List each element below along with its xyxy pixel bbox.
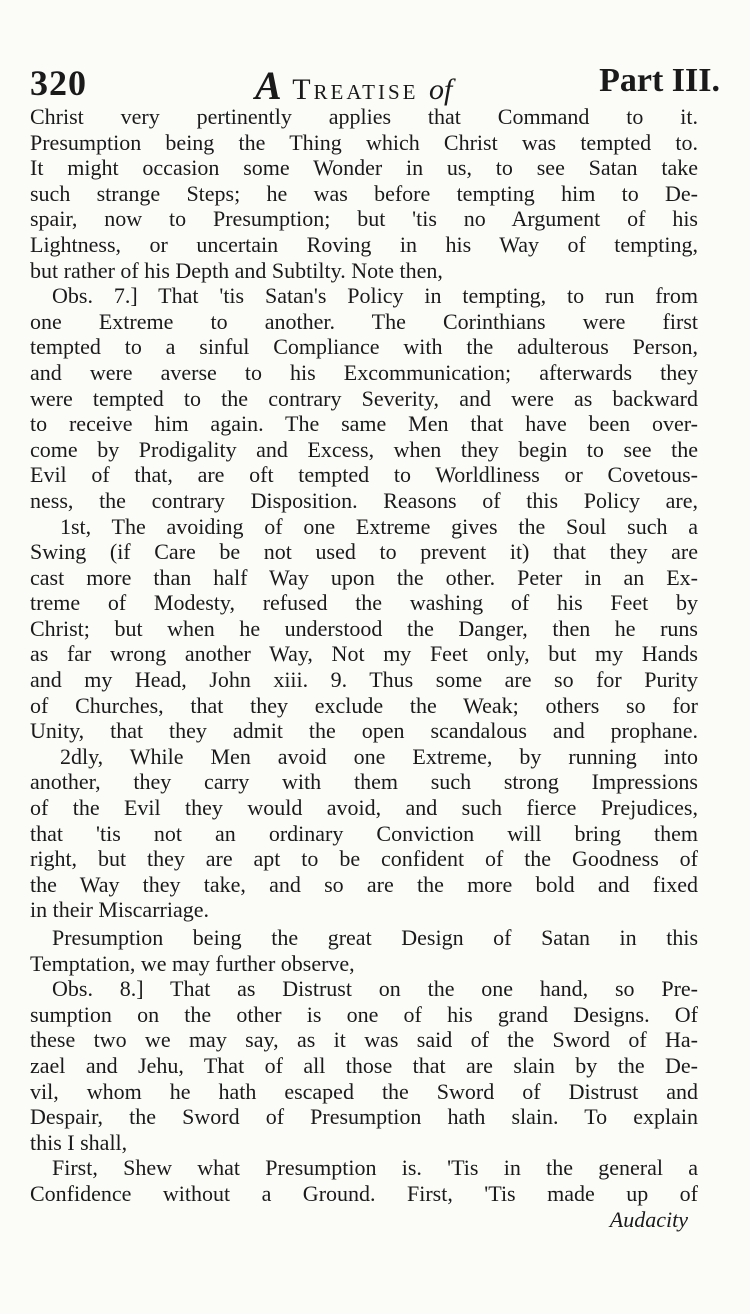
- catchword: Audacity: [609, 1206, 688, 1232]
- text-line: in their Miscarriage.: [30, 897, 209, 923]
- text-line: come by Prodigality and Excess, when they begin to see the: [30, 436, 698, 462]
- text-line: as far wrong another Way, Not my Feet only, but my Hands: [30, 641, 698, 667]
- reason-1-line: 1st, The avoiding of one Extreme gives the Soul such a: [60, 513, 698, 539]
- text-line: of the Evil they would avoid, and such fierce Prejudices,: [30, 795, 698, 821]
- text-line: one Extreme to another. The Corinthians were first: [30, 308, 698, 334]
- text-line: Confidence without a Ground. First, 'Tis made up of: [30, 1180, 698, 1206]
- text-line: and were averse to his Excommunication; afterwards they: [30, 359, 698, 385]
- text-line: First, Shew what Presumption is. 'Tis in the general a: [52, 1155, 698, 1181]
- text-line: these two we may say, as it was said of the Sword of Ha-: [30, 1027, 698, 1053]
- page-number: 320: [30, 63, 87, 103]
- text-line: cast more than half Way upon the other. Peter in an Ex-: [30, 564, 698, 590]
- observation-8-heading: Obs. 8.] That as Distrust on the one hand, so Pre-: [52, 976, 698, 1002]
- running-header: [30, 62, 720, 106]
- title-initial: A: [255, 63, 282, 108]
- reason-2-line: 2dly, While Men avoid one Extreme, by running into: [60, 743, 698, 769]
- text-line: Presumption being the great Design of Satan in this: [52, 925, 698, 950]
- text-line: the Way they take, and so are the more bold and fixed: [30, 871, 698, 897]
- body-text: [30, 104, 698, 1232]
- text-line: but rather of his Depth and Subtilty. Note then,: [30, 257, 443, 283]
- text-line: Christ very pertinently applies that Command to it.: [30, 104, 698, 129]
- text-line: this I shall,: [30, 1129, 128, 1155]
- text-line: Evil of that, are oft tempted to Worldliness or Covetous-: [30, 462, 698, 488]
- text-line: Presumption being the Thing which Christ was tempted to.: [30, 129, 698, 155]
- title-word: Treatise: [292, 73, 419, 106]
- text-line: and my Head, John xiii. 9. Thus some are so for Purity: [30, 667, 698, 693]
- text-line: Despair, the Sword of Presumption hath slain. To explain: [30, 1104, 698, 1130]
- text-line: vil, whom he hath escaped the Sword of Distrust and: [30, 1078, 698, 1104]
- running-title: [255, 62, 452, 109]
- text-line: tempted to a sinful Compliance with the adulterous Person,: [30, 334, 698, 360]
- text-line: zael and Jehu, That of all those that are slain by the De-: [30, 1052, 698, 1078]
- text-line: treme of Modesty, refused the washing of his Feet by: [30, 590, 698, 616]
- text-line: were tempted to the contrary Severity, and were as backward: [30, 385, 698, 411]
- observation-7-heading: Obs. 7.] That 'tis Satan's Policy in tempting, to run from: [52, 283, 698, 309]
- text-line: of Churches, that they exclude the Weak; others so for: [30, 692, 698, 718]
- text-line: ness, the contrary Disposition. Reasons of this Policy are,: [30, 487, 698, 513]
- text-line: Lightness, or uncertain Roving in his Way of tempting,: [30, 231, 698, 257]
- text-line: sumption on the other is one of his grand Designs. Of: [30, 1001, 698, 1027]
- text-line: Unity, that they admit the open scandalous and prophane.: [30, 718, 698, 744]
- text-line: such strange Steps; he was before tempting him to De-: [30, 180, 698, 206]
- text-line: that 'tis not an ordinary Conviction will bring them: [30, 820, 698, 846]
- text-line: Christ; but when he understood the Danger, then he runs: [30, 615, 698, 641]
- title-of: of: [429, 73, 453, 106]
- text-line: Swing (if Care be not used to prevent it) that they are: [30, 539, 698, 565]
- text-line: Temptation, we may further observe,: [30, 950, 355, 976]
- text-line: spair, now to Presumption; but 'tis no Argument of his: [30, 206, 698, 232]
- text-line: another, they carry with them such strong Impressions: [30, 769, 698, 795]
- part-label: Part III.: [599, 62, 720, 99]
- text-line: to receive him again. The same Men that have been over-: [30, 411, 698, 437]
- text-line: It might occasion some Wonder in us, to see Satan take: [30, 155, 698, 181]
- text-line: right, but they are apt to be confident of the Goodness of: [30, 846, 698, 872]
